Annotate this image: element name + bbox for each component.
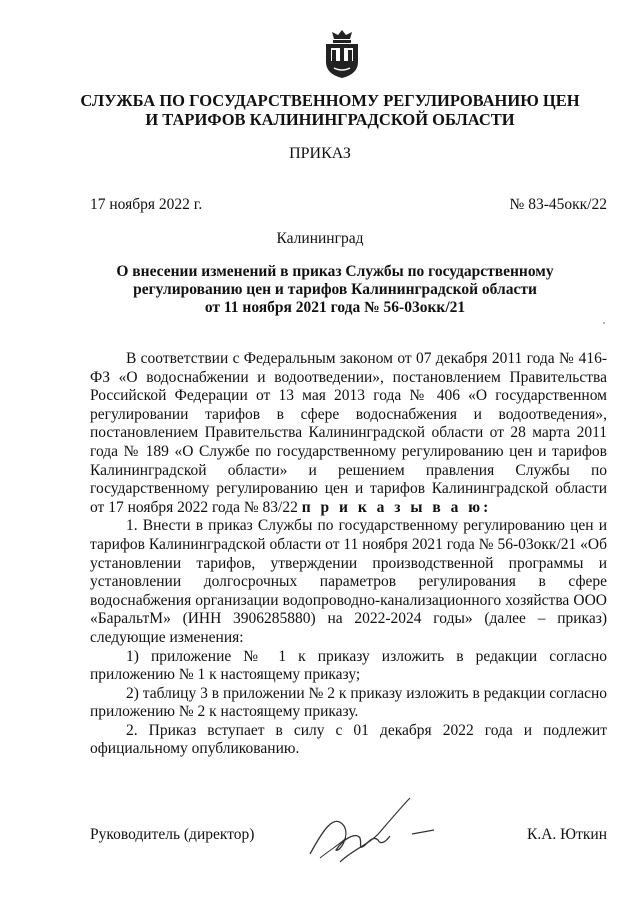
- subject-line-1: О внесении изменений в приказ Службы по государственному: [116, 263, 554, 280]
- document-city: Калининград: [276, 230, 364, 247]
- document-number: № 83-45окк/22: [509, 196, 607, 213]
- agency-line-1: СЛУЖБА ПО ГОСУДАРСТВЕННОМУ РЕГУЛИРОВАНИЮ ЦЕН: [80, 91, 580, 110]
- document-date: 17 ноября 2022 г.: [90, 196, 203, 213]
- document-type: ПРИКАЗ: [289, 145, 351, 162]
- item-1-paragraph: 1. Внести в приказ Службы по государственному регулированию цен и тарифов Калининградской области от 11 ноября 2021 года № 56-03окк/21 «Об установлении тарифов, утверждении производственной программы и установлении долгосрочных параметров регулирования в сфере водоснабжения организации водопроводно-канализационного хозяйства ООО «БаральтМ» (ИНН 3906285880) на 2022-2024 годы» (далее – приказ) следующие изменения:: [90, 517, 607, 646]
- item-1-1-paragraph: 1) приложение № 1 к приказу изложить в редакции согласно приложению № 1 к настоящему приказу;: [90, 647, 607, 684]
- scan-speck: [603, 322, 605, 324]
- agency-line-2: И ТАРИФОВ КАЛИНИНГРАДСКОЙ ОБЛАСТИ: [145, 110, 515, 129]
- preamble-paragraph: [90, 350, 607, 517]
- signer-name: К.А. Юткин: [527, 826, 607, 843]
- preamble-text: В соответствии с Федеральным законом от 07 декабря 2011 года № 416-ФЗ «О водоснабжении и водоотведении», постановлением Правительства Российской Федерации от 13 мая 2013 года № 406 «О государственном регулировании тарифов в сфере водоснабжения и водоотведения», постановлением Правительства Калининградской области от 28 марта 2011 года № 189 «О Службе по государственному регулированию цен и тарифов Калининградской области» и решением правления Службы по государственному регулированию цен и тарифов Калининградской области от 17 ноября 2022 года № 83/22: [90, 350, 607, 516]
- coat-of-arms-icon: [322, 28, 362, 80]
- subject-line-3: от 11 ноября 2021 года № 56-03окк/21: [204, 299, 466, 316]
- item-2-paragraph: 2. Приказ вступает в силу с 01 декабря 2022 года и подлежит официальному опубликованию.: [90, 721, 607, 758]
- item-1-2-paragraph: 2) таблицу 3 в приложении № 2 к приказу изложить в редакции согласно приложению № 2 к настоящему приказу.: [90, 684, 607, 721]
- handwritten-signature: [300, 792, 440, 872]
- agency-name: [80, 91, 580, 129]
- document-subject: [110, 263, 560, 317]
- subject-line-2: регулированию цен и тарифов Калининградской области: [133, 281, 537, 298]
- orders-word: п р и к а з ы в а ю:: [301, 498, 492, 516]
- signer-position: Руководитель (директор): [90, 826, 255, 843]
- document-body: [90, 350, 607, 759]
